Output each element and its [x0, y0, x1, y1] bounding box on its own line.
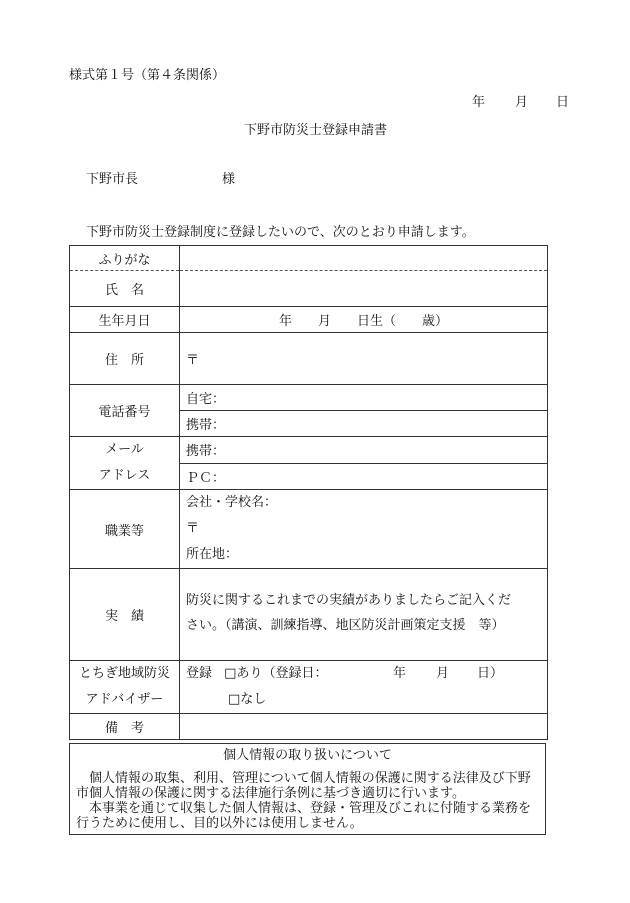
- privacy-notice: [69, 743, 546, 835]
- phone-mobile-field[interactable]: 携帯：: [180, 411, 548, 437]
- advisor-label-line2: アドバイザー: [85, 692, 164, 707]
- advisor-yes-checkbox[interactable]: □あり（登録日：: [224, 666, 328, 681]
- phone-label: 電話番号: [70, 385, 180, 437]
- record-line1: 防災に関するこれまでの実績がありましたらご記入くだ: [186, 592, 512, 608]
- row-advisor: [70, 661, 548, 714]
- row-name: [70, 271, 548, 307]
- birth-label: 生年月日: [70, 307, 180, 333]
- row-mail-mobile: [70, 437, 548, 464]
- privacy-para2: 本事業を通じて収集した個人情報は、登録・管理及びこれに付随する業務を行うために使用し、目的以外には使用しません。: [76, 801, 532, 831]
- remarks-label: 備 考: [70, 714, 180, 740]
- advisor-line1: [186, 661, 541, 687]
- record-line2: さい。（講演、訓練指導、地区防災計画策定支援 等）: [186, 617, 505, 633]
- furigana-label: ふりがな: [70, 246, 180, 271]
- advisor-reg-day: 日）: [477, 666, 504, 681]
- row-remarks: [70, 714, 548, 740]
- date-month: 月: [515, 95, 529, 110]
- intro-text: 下野市防災士登録制度に登録したいので、次のとおり申請します。: [86, 225, 475, 240]
- advisor-field: [180, 661, 548, 714]
- job-label: 職業等: [70, 490, 180, 569]
- address-field[interactable]: 〒: [180, 333, 548, 385]
- advisor-reg-month: 月: [436, 666, 450, 681]
- advisor-label: [70, 661, 180, 714]
- advisor-no-checkbox[interactable]: □なし: [228, 692, 267, 707]
- job-postal: 〒: [186, 521, 200, 536]
- name-field[interactable]: [180, 271, 548, 307]
- row-address: [70, 333, 548, 385]
- privacy-title: 個人情報の取り扱いについて: [223, 748, 392, 763]
- mail-pc-field[interactable]: ＰＣ：: [180, 463, 548, 490]
- addressee-honorific: 様: [222, 172, 236, 187]
- row-phone-home: [70, 385, 548, 411]
- phone-home-field[interactable]: 自宅：: [180, 385, 548, 411]
- row-job: [70, 490, 548, 569]
- page-title: 下野市防災士登録申請書: [244, 123, 388, 138]
- form-number: 様式第１号（第４条関係）: [69, 68, 226, 83]
- address-label: 住 所: [70, 333, 180, 385]
- furigana-field[interactable]: [180, 246, 548, 271]
- advisor-label-line1: とちぎ地域防災: [78, 666, 170, 681]
- birth-field[interactable]: 年 月 日生（ 歳）: [180, 307, 548, 333]
- name-label: 氏 名: [70, 271, 180, 307]
- advisor-reg-label: 登録: [186, 666, 213, 681]
- remarks-field[interactable]: [180, 714, 548, 740]
- advisor-reg-year: 年: [393, 666, 407, 681]
- job-location: 所在地：: [186, 547, 239, 562]
- mail-label-line2: アドレス: [98, 468, 151, 483]
- row-record: [70, 569, 548, 661]
- row-birth: [70, 307, 548, 333]
- addressee-name: 下野市長: [86, 172, 139, 187]
- mail-mobile-field[interactable]: 携帯：: [180, 437, 548, 464]
- mail-label: [70, 437, 180, 490]
- application-form-table: [69, 245, 548, 740]
- date-year: 年: [472, 95, 486, 110]
- privacy-para1: 個人情報の取集、利用、管理について個人情報の保護に関する法律及び下野市個人情報の保護に関する法律施行条例に基づき適切に行います。: [76, 771, 531, 801]
- row-furigana: [70, 246, 548, 271]
- job-field[interactable]: [180, 490, 548, 569]
- record-label: 実 績: [70, 569, 180, 661]
- job-company: 会社・学校名：: [186, 495, 278, 510]
- record-field[interactable]: [180, 569, 548, 661]
- date-day: 日: [556, 95, 570, 110]
- mail-label-line1: メール: [105, 442, 144, 457]
